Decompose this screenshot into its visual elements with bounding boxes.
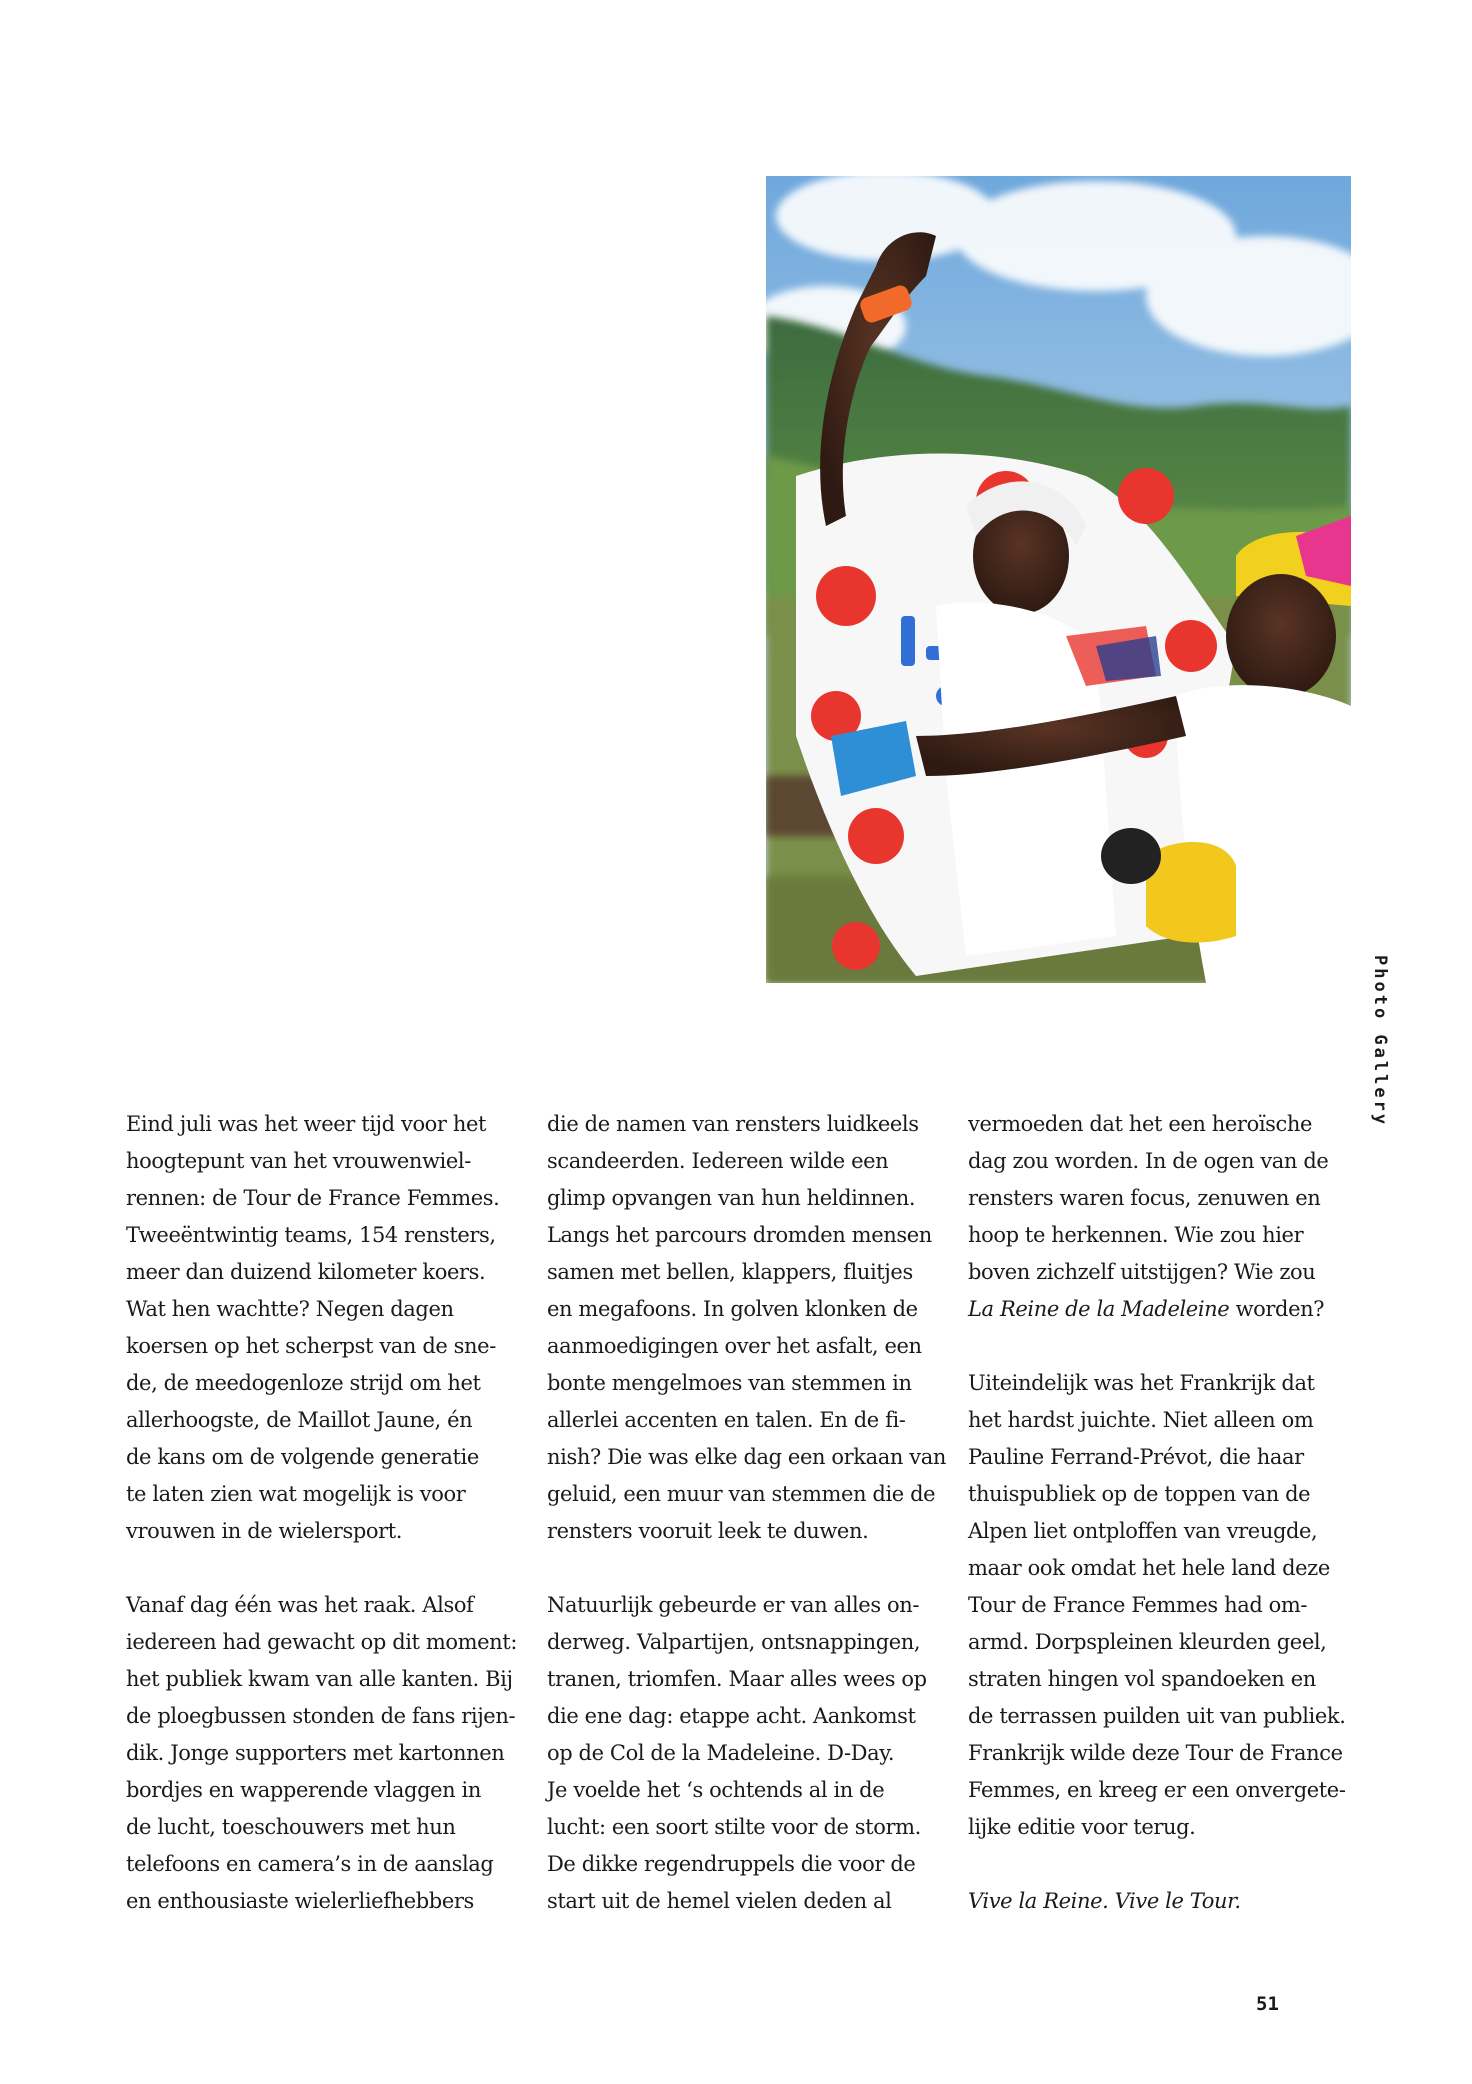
text-line: bonte mengelmoes van stemmen in (547, 1371, 912, 1395)
text-line: maar ook omdat het hele land deze (968, 1556, 1330, 1580)
text-line: Pauline Ferrand-Prévot, die haar (968, 1445, 1304, 1469)
text-line: boven zichzelf uitstijgen? Wie zou (968, 1260, 1316, 1284)
text-line: bordjes en wapperende vlaggen in (126, 1778, 481, 1802)
text-line: op de Col de la Madeleine. D-Day. (547, 1741, 895, 1765)
text-line: en enthousiaste wielerliefhebbers (126, 1889, 474, 1913)
text-line: Natuurlijk gebeurde er van alles on- (547, 1593, 920, 1617)
text-line: iedereen had gewacht op dit moment: (126, 1630, 518, 1654)
text-line: rensters vooruit leek te duwen. (547, 1519, 869, 1543)
text-line: samen met bellen, klappers, fluitjes (547, 1260, 913, 1284)
text-line: De dikke regendruppels die voor de (547, 1852, 916, 1876)
text-line: meer dan duizend kilometer koers. (126, 1260, 486, 1284)
text-line: Tweeëntwintig teams, 154 rensters, (126, 1223, 496, 1247)
paragraph-break (968, 1846, 1368, 1883)
text-line: Je voelde het ‘s ochtends al in de (547, 1778, 885, 1802)
text-line: vrouwen in de wielersport. (126, 1519, 403, 1543)
text-line-mixed (968, 1291, 1368, 1328)
text-line: armd. Dorpspleinen kleurden geel, (968, 1630, 1327, 1654)
text-line: en megafoons. In golven klonken de (547, 1297, 918, 1321)
text-line: Wat hen wachtte? Negen dagen (126, 1297, 454, 1321)
text-line: die de namen van rensters luidkeels (547, 1112, 919, 1136)
text-line: Vanaf dag één was het raak. Alsof (126, 1593, 474, 1617)
text-line: de, de meedogenloze strijd om het (126, 1371, 481, 1395)
text-line: Tour de France Femmes had om- (968, 1593, 1308, 1617)
text-line: lijke editie voor terug. (968, 1815, 1196, 1839)
page-number: 51 (1256, 1993, 1279, 2015)
text-line: allerlei accenten en talen. En de fi- (547, 1408, 906, 1432)
text-line: de ploegbussen stonden de fans rijen- (126, 1704, 516, 1728)
paragraph-break (126, 1550, 526, 1587)
photo (766, 176, 1351, 983)
text-line: het hardst juichte. Niet alleen om (968, 1408, 1314, 1432)
text-fragment: worden? (1229, 1297, 1325, 1321)
text-line: glimp opvangen van hun heldinnen. (547, 1186, 916, 1210)
text-line: geluid, een muur van stemmen die de (547, 1482, 936, 1506)
text-column-1 (126, 1106, 526, 1920)
text-line: koersen op het scherpst van de sne- (126, 1334, 496, 1358)
text-line: hoop te herkennen. Wie zou hier (968, 1223, 1304, 1247)
text-line: allerhoogste, de Maillot Jaune, én (126, 1408, 473, 1432)
text-line: hoogtepunt van het vrouwenwiel- (126, 1149, 471, 1173)
text-line: de lucht, toeschouwers met hun (126, 1815, 456, 1839)
text-line: rensters waren focus, zenuwen en (968, 1186, 1321, 1210)
text-column-3 (968, 1106, 1368, 1920)
text-line: derweg. Valpartijen, ontsnappingen, (547, 1630, 921, 1654)
text-line: vermoeden dat het een heroïsche (968, 1112, 1313, 1136)
closing-line: Vive la Reine. Vive le Tour. (968, 1889, 1241, 1913)
text-line: Frankrijk wilde deze Tour de France (968, 1741, 1343, 1765)
text-line: rennen: de Tour de France Femmes. (126, 1186, 500, 1210)
text-line: aanmoedigingen over het asfalt, een (547, 1334, 922, 1358)
section-label: Photo Gallery (1370, 955, 1390, 1128)
text-line: telefoons en camera’s in de aanslag (126, 1852, 494, 1876)
text-line: tranen, triomfen. Maar alles wees op (547, 1667, 927, 1691)
text-line: de terrassen puilden uit van publiek. (968, 1704, 1346, 1728)
text-line: Langs het parcours dromden mensen (547, 1223, 932, 1247)
text-line: start uit de hemel vielen deden al (547, 1889, 892, 1913)
text-line: Eind juli was het weer tijd voor het (126, 1112, 487, 1136)
text-line: te laten zien wat mogelijk is voor (126, 1482, 466, 1506)
text-column-2 (547, 1106, 947, 1920)
text-line: de kans om de volgende generatie (126, 1445, 479, 1469)
text-line: nish? Die was elke dag een orkaan van (547, 1445, 946, 1469)
text-line: thuispubliek op de toppen van de (968, 1482, 1311, 1506)
text-line: straten hingen vol spandoeken en (968, 1667, 1316, 1691)
text-line: het publiek kwam van alle kanten. Bij (126, 1667, 513, 1691)
text-line: Femmes, en kreeg er een onvergete- (968, 1778, 1346, 1802)
italic-title: La Reine de la Madeleine (968, 1297, 1230, 1321)
text-line: lucht: een soort stilte voor de storm. (547, 1815, 921, 1839)
text-line: Alpen liet ontploffen van vreugde, (968, 1519, 1318, 1543)
paragraph-break (547, 1550, 947, 1587)
text-line: die ene dag: etappe acht. Aankomst (547, 1704, 916, 1728)
paragraph-break (968, 1328, 1368, 1365)
text-line: scandeerden. Iedereen wilde een (547, 1149, 889, 1173)
text-line: Uiteindelijk was het Frankrijk dat (968, 1371, 1315, 1395)
text-line: dag zou worden. In de ogen van de (968, 1149, 1329, 1173)
text-line: dik. Jonge supporters met kartonnen (126, 1741, 505, 1765)
